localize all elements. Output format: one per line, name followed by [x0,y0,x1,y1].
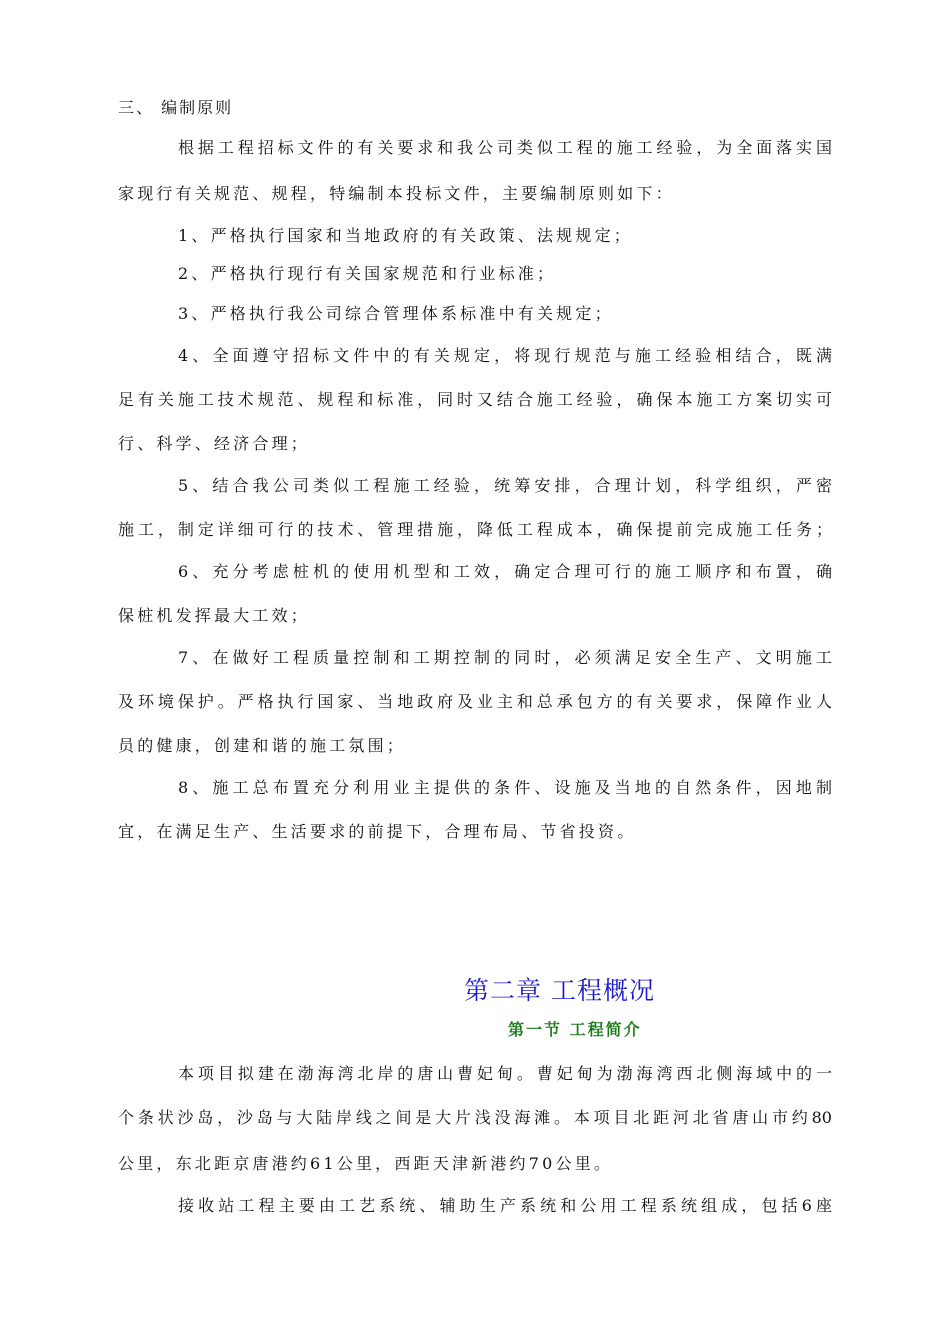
paragraph-line: 个条状沙岛，沙岛与大陆岸线之间是大片浅没海滩。本项目北距河北省唐山市约80 [118,1108,832,1127]
principle-line: 宜，在满足生产、生活要求的前提下，合理布局、节省投资。 [118,822,637,841]
paragraph-line: 公里，东北距京唐港约61公里，西距天津新港约70公里。 [118,1154,614,1173]
paragraph-line: 接收站工程主要由工艺系统、辅助生产系统和公用工程系统组成，包括6座 [178,1196,832,1215]
section-heading: 三、 编制原则 [118,98,234,117]
intro-line: 家现行有关规范、规程，特编制本投标文件，主要编制原则如下： [118,184,675,203]
principle-line: 3、严格执行我公司综合管理体系标准中有关规定； [178,304,614,323]
principle-line: 5、结合我公司类似工程施工经验，统筹安排，合理计划，科学组织，严密 [178,476,832,495]
paragraph-line: 本项目拟建在渤海湾北岸的唐山曹妃甸。曹妃甸为渤海湾西北侧海域中的一 [178,1064,832,1083]
section-title: 第一节 工程简介 [508,1020,642,1039]
principle-line: 6、充分考虑桩机的使用机型和工效，确定合理可行的施工顺序和布置，确 [178,562,832,581]
principle-line: 足有关施工技术规范、规程和标准，同时又结合施工经验，确保本施工方案切实可 [118,390,832,409]
principle-line: 4、全面遵守招标文件中的有关规定，将现行规范与施工经验相结合，既满 [178,346,832,365]
principle-line: 8、施工总布置充分利用业主提供的条件、设施及当地的自然条件，因地制 [178,778,832,797]
principle-line: 施工，制定详细可行的技术、管理措施，降低工程成本，确保提前完成施工任务； [118,520,832,539]
principle-line: 1、严格执行国家和当地政府的有关政策、法规规定； [178,226,633,245]
principle-line: 2、严格执行现行有关国家规范和行业标准； [178,264,557,283]
intro-line: 根据工程招标文件的有关要求和我公司类似工程的施工经验，为全面落实国 [178,138,832,157]
principle-line: 员的健康，创建和谐的施工氛围； [118,736,407,755]
principle-line: 保桩机发挥最大工效； [118,606,311,625]
principle-line: 行、科学、经济合理； [118,434,311,453]
principle-line: 及环境保护。严格执行国家、当地政府及业主和总承包方的有关要求，保障作业人 [118,692,832,711]
chapter-title: 第二章 工程概况 [464,976,655,1005]
principle-line: 7、在做好工程质量控制和工期控制的同时，必须满足安全生产、文明施工 [178,648,832,667]
